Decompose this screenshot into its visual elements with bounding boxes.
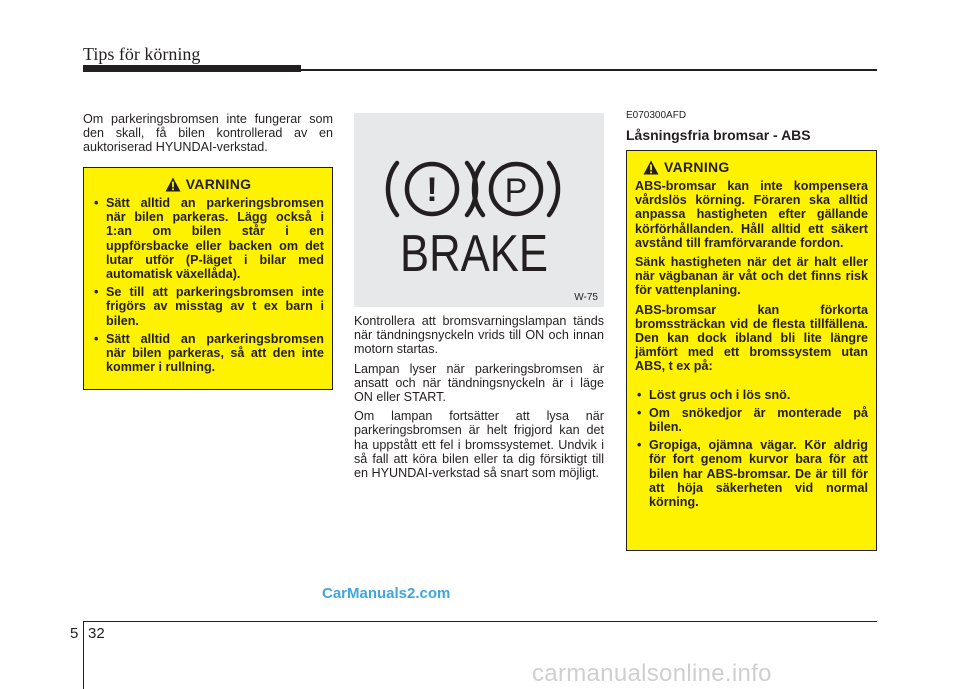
section-title: Låsningsfria bromsar - ABS	[626, 127, 811, 143]
warning-box-abs	[626, 150, 877, 551]
page-number: 32	[88, 625, 105, 642]
exclamation-glyph: !	[426, 171, 438, 209]
warning-triangle-icon	[643, 160, 659, 175]
brake-lamp-illustration	[354, 113, 604, 307]
warning-item: • Se till att parkeringsbromsen inte frigörs av misstag av t ex barn i bilen.	[92, 285, 324, 328]
section-code: E070300AFD	[626, 110, 687, 121]
watermark-carmanuals2[interactable]: CarManuals2.com	[322, 585, 451, 602]
warning-item: • Sätt alltid an parkeringsbromsen när bilen parkeras, så att den inte kommer i rullning.	[92, 332, 324, 375]
exclamation-circle-icon	[388, 163, 476, 215]
chapter-number: 5	[70, 625, 79, 642]
image-code: W-75	[574, 292, 598, 303]
paragraph: Om lampan fortsätter att lysa när parkeringsbromsen är helt frigjord kan det ha uppstått ett fel i bromssystemet. Undvik i så fall att köra bilen eller ta dig försiktigt till en HYUNDAI-verkstad så snart som möjligt.	[354, 409, 604, 481]
warning-item: • Sätt alltid an parkeringsbromsen när bilen parkeras. Lägg också i 1:an om bilen står i en uppförsbacke eller backen om det lutar utför (P-läget i bilar med automatisk växellåda).	[92, 196, 324, 281]
paragraph: Lampan lyser när parkeringsbromsen är ansatt och när tändningsnyckeln är i läge ON eller START.	[354, 361, 604, 405]
warning-box-parking	[83, 167, 333, 390]
header-bar	[83, 65, 301, 72]
parking-glyph: P	[504, 172, 528, 210]
warning-list	[92, 196, 324, 374]
warning-item: • Löst grus och i lös snö.	[635, 388, 868, 402]
column-left	[83, 112, 333, 160]
warning-paragraph: ABS-bromsar kan inte kompensera vårdslös körning. Föraren ska alltid anpassa hastigheten efter gällande körförhållanden. Håll alltid ett säkert avstånd till framförvarande fordon.	[635, 179, 868, 250]
footer-line-vertical	[83, 621, 84, 689]
header-title: Tips för körning	[83, 44, 201, 64]
warning-header	[92, 176, 324, 192]
parking-circle-icon	[474, 163, 558, 215]
brake-warning-image	[354, 113, 604, 307]
warning-item: • Gropiga, ojämna vägar. Kör aldrig för fort genom kurvor bara för att bilen har ABS-bromsar. De är till för att höja säkerheten vid normal körning.	[635, 438, 868, 509]
warning-list	[635, 388, 868, 510]
paragraph: Kontrollera att bromsvarningslampan tänds när tändningsnyckeln vrids till ON och innan motorn startas.	[354, 314, 604, 357]
header-line	[301, 69, 877, 71]
watermark-carmanualsonline[interactable]: carmanualsonline.info	[532, 660, 772, 687]
warning-triangle-icon	[165, 177, 181, 192]
intro-paragraph: Om parkeringsbromsen inte fungerar som den skall, få bilen kontrollerad av en auktoriserad HYUNDAI-verkstad.	[83, 112, 333, 155]
warning-paragraph: Sänk hastigheten när det är halt eller när vägbanan är våt och det finns risk för vattenplaning.	[635, 255, 868, 298]
warning-title: VARNING	[185, 176, 252, 192]
warning-header	[635, 159, 868, 175]
warning-item: • Om snökedjor är monterade på bilen.	[635, 406, 868, 434]
warning-paragraph: ABS-bromsar kan förkorta bromssträckan vid de flesta tillfällena. Den kan dock ibland bli lite längre jämfört med ett bromssystem utan ABS, t ex på:	[635, 302, 868, 374]
footer-line-horizontal	[83, 621, 877, 622]
brake-label: BRAKE	[400, 225, 548, 283]
warning-title: VARNING	[664, 159, 730, 175]
column-middle	[354, 314, 604, 485]
